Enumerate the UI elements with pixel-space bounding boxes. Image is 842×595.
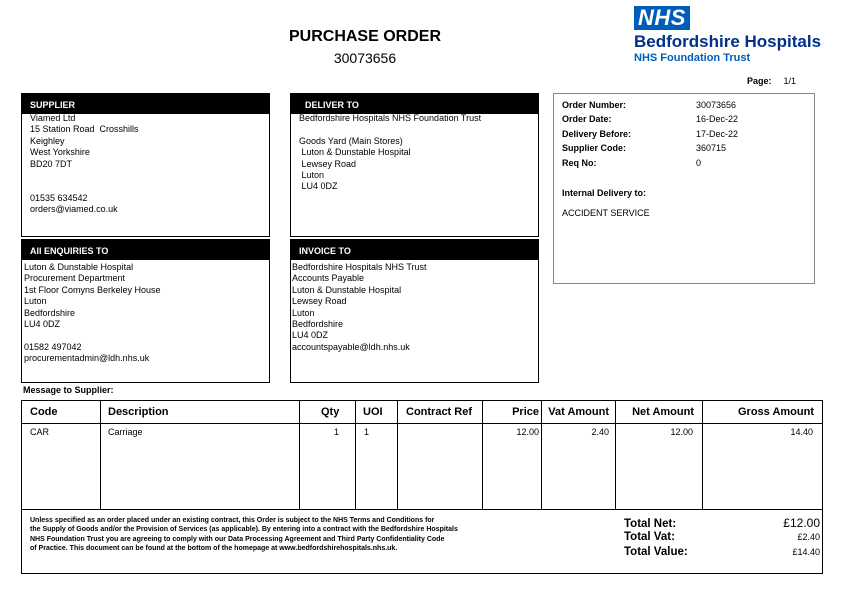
total-net-label: Total Net:	[624, 518, 677, 530]
text-line: Luton & Dunstable Hospital	[299, 147, 411, 158]
text-line: Lewsey Road	[292, 296, 347, 307]
text-line: Luton	[292, 307, 315, 318]
text-line	[30, 181, 269, 192]
delivery-before-value: 17-Dec-22	[696, 128, 739, 139]
text-line: LU4 0DZ	[24, 319, 61, 330]
text-line: 01582 497042	[24, 341, 82, 352]
info-row-req-no	[562, 158, 806, 172]
total-value-label: Total Value:	[624, 546, 688, 558]
header-divider	[22, 423, 822, 424]
header-code: Code	[30, 406, 58, 418]
text-line: 01535 634542	[30, 192, 88, 203]
invoice-to-box	[290, 239, 539, 383]
req-no-value: 0	[696, 157, 702, 168]
supplier-code-label: Supplier Code:	[562, 143, 627, 154]
order-info-box	[553, 93, 815, 284]
supplier-code-value: 360715	[696, 143, 727, 154]
page-indicator	[747, 76, 796, 86]
total-vat-row	[624, 531, 820, 546]
info-row-delivery-before	[562, 129, 806, 143]
header-qty: Qty	[321, 406, 340, 418]
invoice-address	[291, 260, 538, 353]
page-label: Page:	[747, 76, 772, 86]
row-1-description: Carriage	[108, 427, 143, 437]
trust-subtitle: NHS Foundation Trust	[634, 52, 751, 64]
text-line: Luton	[299, 170, 325, 181]
header-description: Description	[108, 406, 169, 418]
row-1-price: 12.00	[516, 427, 539, 437]
text-line: Viamed Ltd	[30, 113, 76, 123]
text-line: LU4 0DZ	[292, 330, 329, 341]
order-date-label: Order Date:	[562, 114, 612, 125]
invoice-heading: INVOICE TO	[291, 240, 538, 260]
totals-divider	[22, 509, 822, 510]
enquiries-address	[22, 260, 269, 365]
text-line: Lewsey Road	[299, 158, 357, 169]
header-gross: Gross Amount	[738, 406, 814, 418]
supplier-heading: SUPPLIER	[22, 94, 269, 114]
header-net: Net Amount	[632, 406, 694, 418]
info-row-order-date	[562, 114, 806, 128]
text-line: Goods Yard (Main Stores)	[299, 135, 403, 146]
terms-text	[30, 516, 530, 554]
row-1-net: 12.00	[670, 427, 693, 437]
text-line	[30, 170, 269, 181]
internal-delivery-label: Internal Delivery to:	[562, 187, 647, 198]
text-line: West Yorkshire	[30, 147, 90, 158]
enquiries-box	[21, 239, 270, 383]
supplier-address	[22, 113, 269, 216]
line-items-table	[21, 400, 823, 574]
text-line: accountspayable@ldh.nhs.uk	[292, 341, 410, 352]
text-line: 1st Floor Comyns Berkeley House	[24, 284, 161, 295]
text-line: Bedfordshire Hospitals NHS Foundation Trust	[299, 113, 482, 123]
header-contract-ref: Contract Ref	[406, 406, 473, 418]
internal-delivery-value: ACCIDENT SERVICE	[562, 207, 650, 218]
order-info-rows	[562, 100, 806, 172]
row-1-vat: 2.40	[591, 427, 609, 437]
text-line: of Practice. This document can be found at the bottom of the homepage at www.bedfordshirehospitals.nhs.uk.	[30, 545, 398, 553]
text-line: Keighley	[30, 135, 65, 146]
text-line: Luton	[24, 296, 47, 307]
total-net-value: £12.00	[783, 516, 820, 530]
text-line: 15 Station Road Crosshills	[30, 124, 139, 135]
order-date-value: 16-Dec-22	[696, 114, 739, 125]
info-row-supplier-code	[562, 143, 806, 157]
info-row-order-number	[562, 100, 806, 114]
text-line	[299, 124, 538, 135]
text-line: Luton & Dunstable Hospital	[292, 284, 402, 295]
text-line: NHS Foundation Trust you are agreeing to comply with our Data Processing Agreement and Third Party Confidentiality Code	[30, 535, 445, 543]
total-vat-value: £2.40	[797, 532, 820, 542]
text-line: procurementadmin@ldh.nhs.uk	[24, 353, 150, 364]
text-line: the Supply of Goods and/or the Provision of Services (as applicable). By entering into a contract with the Bedfordshire Hospitals	[30, 526, 458, 534]
page-value: 1/1	[783, 76, 797, 86]
text-line: Accounts Payable	[292, 273, 365, 284]
text-line	[24, 330, 269, 341]
po-number: 30073656	[333, 50, 397, 66]
document-title: PURCHASE ORDER	[288, 28, 441, 45]
total-net-row	[624, 516, 820, 531]
nhs-logo	[634, 6, 824, 65]
message-to-supplier-label: Message to Supplier:	[23, 385, 114, 395]
text-line: Unless specified as an order placed under an existing contract, this Order is subject to the NHS Terms and Conditions for	[30, 517, 435, 524]
header-price: Price	[512, 406, 539, 418]
total-value-row	[624, 546, 820, 561]
text-line: Procurement Department	[24, 273, 126, 284]
delivery-before-label: Delivery Before:	[562, 128, 632, 139]
text-line: orders@viamed.co.uk	[30, 204, 118, 215]
total-vat-label: Total Vat:	[624, 531, 675, 543]
supplier-box	[21, 93, 270, 237]
text-line: LU4 0DZ	[299, 181, 338, 192]
total-value-value: £14.40	[792, 547, 820, 557]
header-uoi: UOI	[363, 406, 383, 418]
req-no-label: Req No:	[562, 157, 597, 168]
deliver-address	[291, 113, 538, 193]
text-line: Bedfordshire Hospitals NHS Trust	[292, 262, 427, 272]
deliver-to-box	[290, 93, 539, 237]
row-1-code: CAR	[30, 427, 50, 437]
row-1-qty: 1	[333, 427, 339, 437]
nhs-badge: NHS	[634, 6, 690, 30]
header-vat: Vat Amount	[548, 406, 609, 418]
enquiries-heading: All ENQUIRIES TO	[22, 240, 269, 260]
totals-block	[624, 516, 820, 561]
text-line: Bedfordshire	[292, 319, 344, 330]
text-line: Luton & Dunstable Hospital	[24, 262, 134, 272]
text-line: BD20 7DT	[30, 158, 73, 169]
row-1-uoi: 1	[364, 427, 370, 437]
text-line: Bedfordshire	[24, 307, 76, 318]
order-number-value: 30073656	[696, 100, 737, 110]
deliver-heading: DELIVER TO	[291, 94, 538, 114]
trust-name: Bedfordshire Hospitals	[634, 32, 822, 51]
row-1-gross: 14.40	[790, 427, 813, 437]
order-number-label: Order Number:	[562, 100, 627, 110]
